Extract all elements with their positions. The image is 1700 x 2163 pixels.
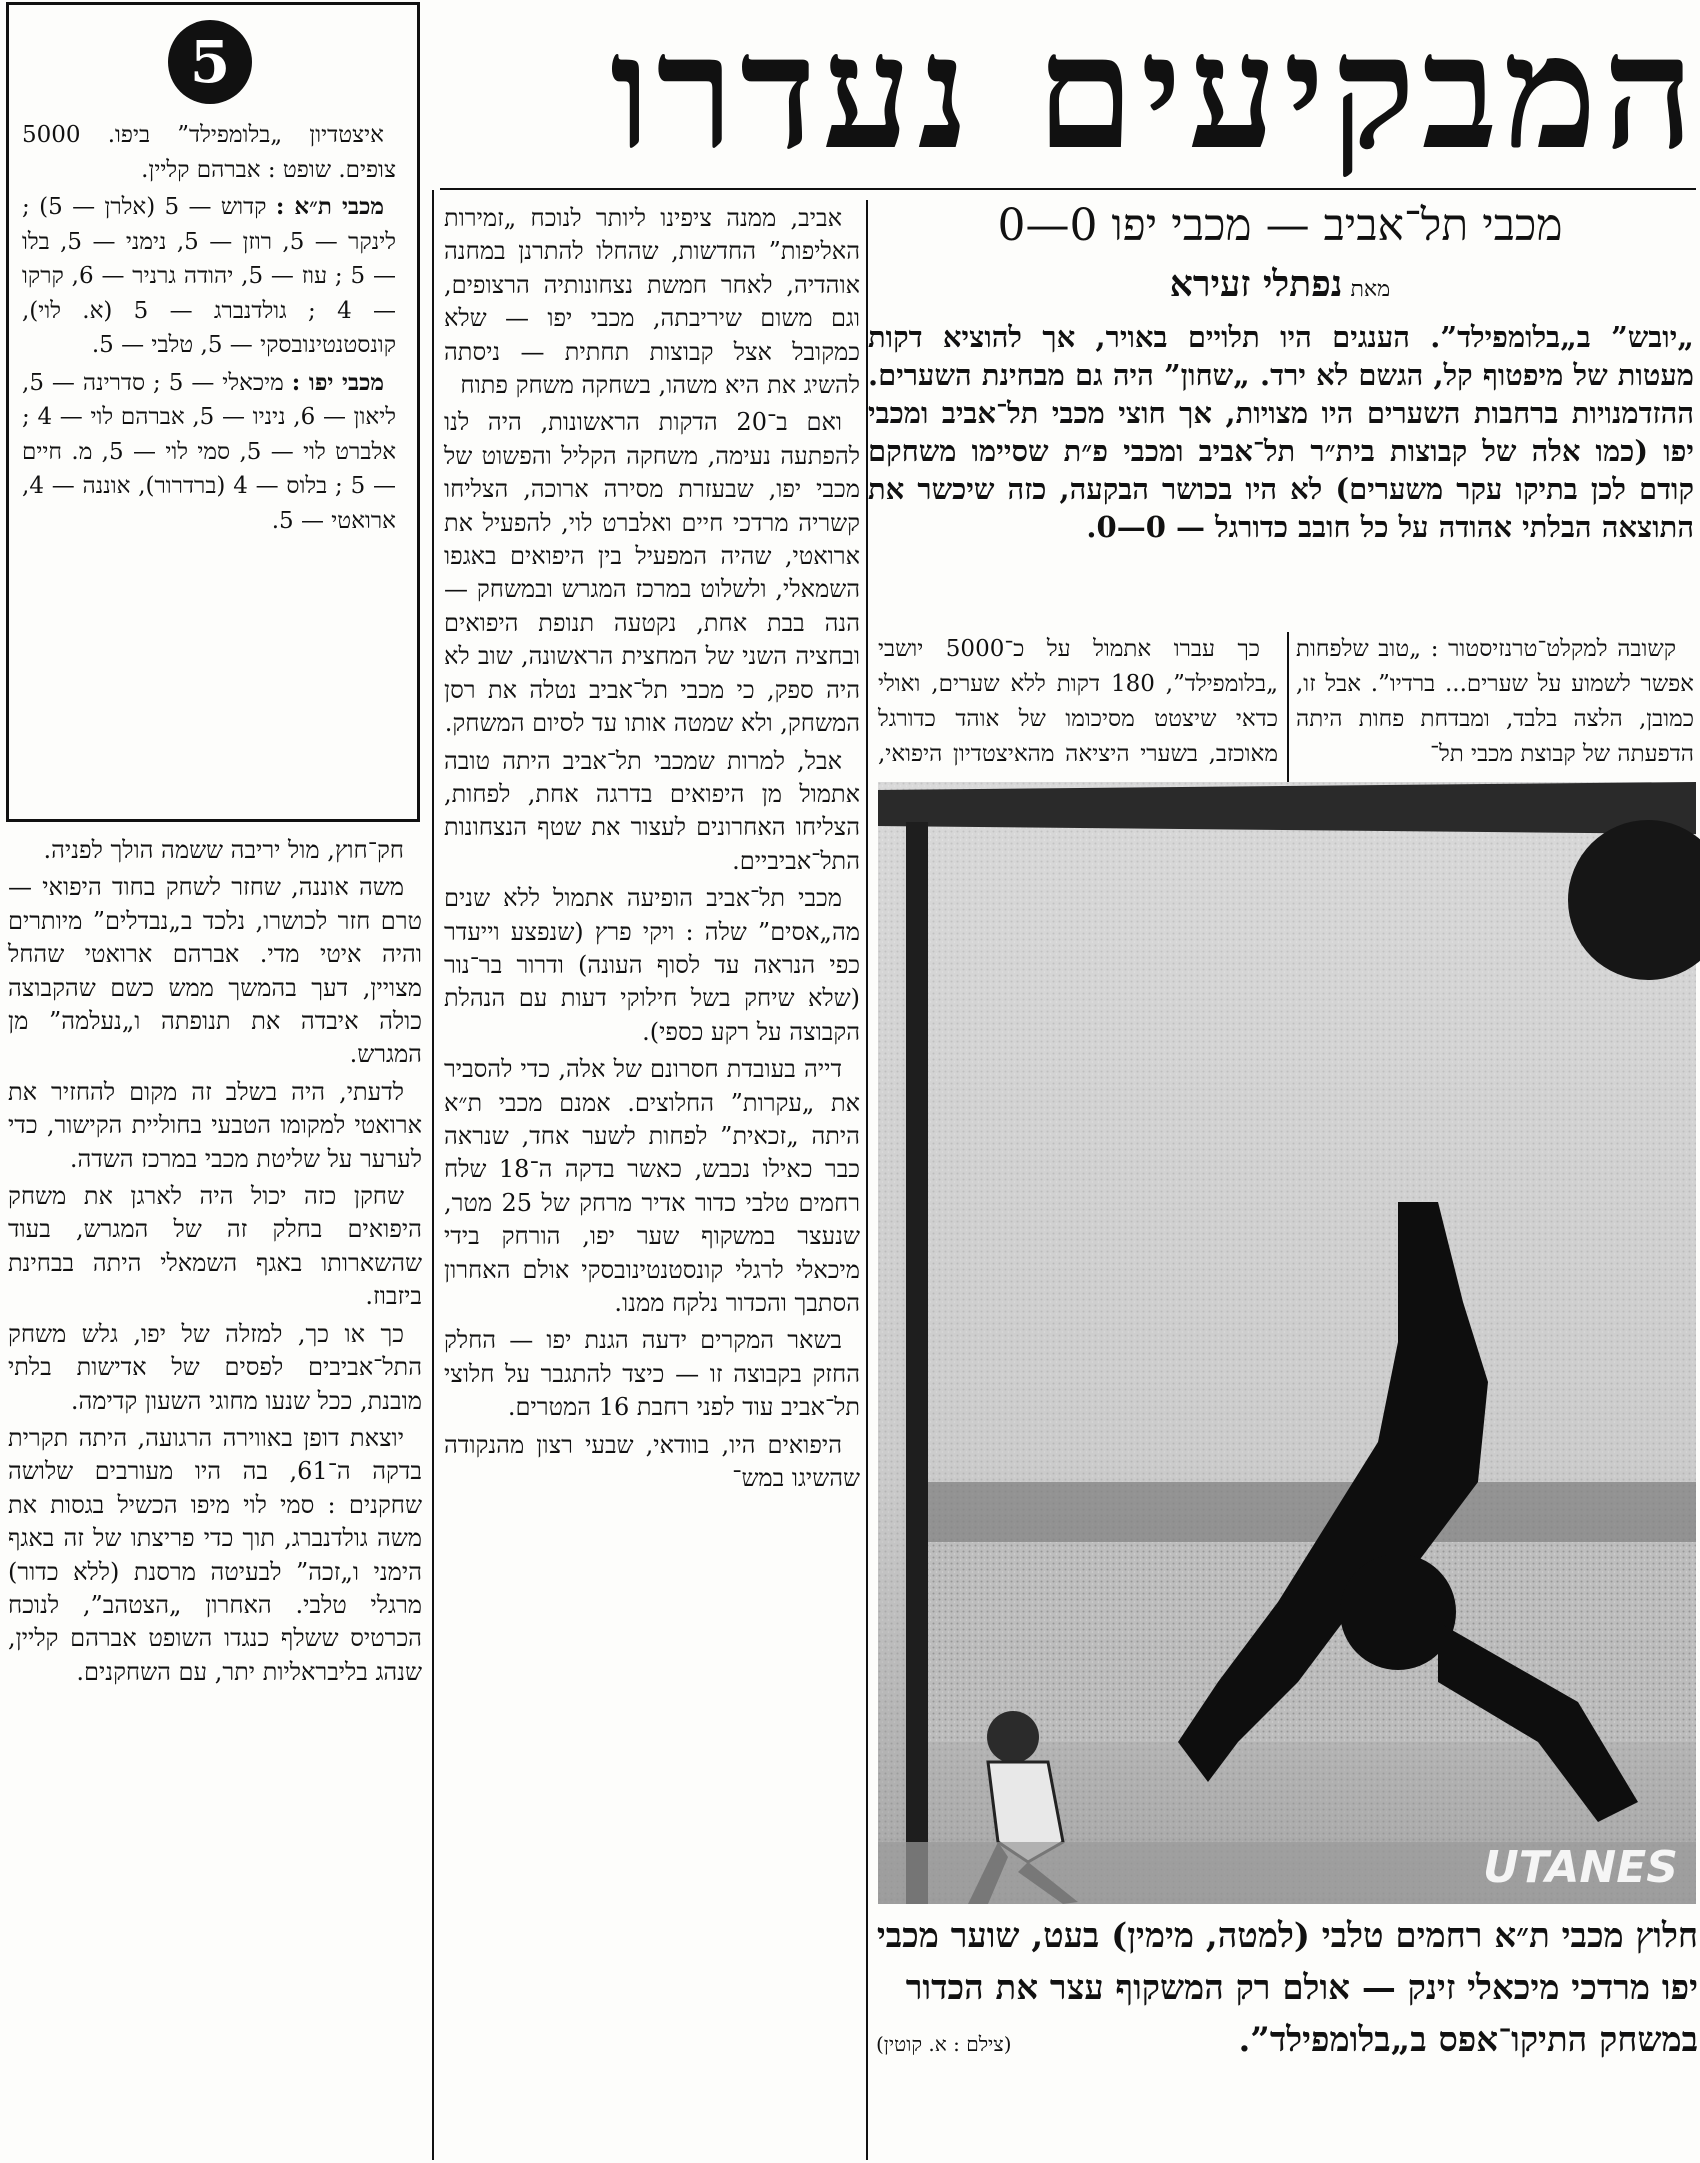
article-column-b bbox=[8, 834, 422, 2160]
match-photo bbox=[878, 782, 1696, 1904]
rating-number-badge: 5 bbox=[168, 20, 252, 104]
byline-prefix: מאת bbox=[1350, 277, 1391, 302]
paragraph: אבל, למרות שמכבי תל־אביב היתה טובה אתמול מן היפואים בדרגה אחת, לפחות, הצליחו האחרונים לעצור את שטף הנצחונות התל־אביביים. bbox=[444, 746, 860, 875]
lineup-box-body bbox=[22, 118, 396, 808]
lead-text: „יובש” ב„בלומפילד”. הענגים היו תלויים באויר, אך להוציא דקות מעטות של מיפטוף קל, הגשם לא ירד. „שחון” היה גם מבחינת השערים. ההזדמנויות ברחבות השערים היו מצויות, אך חוצי מכבי תל־אביב ומכבי יפו (כמו אלה של קבוצות בית״ר תל־אביב ומכבי פ״ת שסיימו משחקם קודם לכן בתיקו עקר משערים) לא היו בכושר הבקעה, כזה שיכשר את התוצאה הבלתי אהודה על כל חובב כדורגל — 0—0. bbox=[868, 320, 1694, 544]
paragraph: ואם ב־20 הדקות הראשונות, היה לנו להפתעה נעימה, משחקה הקליל והפשוט של מכבי יפו, שבעזרת מסירה ארוכה, הצליחו קשריה מרדכי חיים ואלברט לוי, להפעיל את ארואטי, שהיה המפעיל בין היפואים באגפו השמאלי, ולשלוט במרכז המגרש ובמשחק — הנה בבת אחת, נקטעה תנופת היפואים ובחציה השני של המחצית הראשונה, שוב לא היה ספק, כי מכבי תל־אביב נטלה את רסן המשחק, ולא שמטה אותו עד לסיום המשחק. bbox=[444, 408, 860, 738]
paragraph: בשאר המקרים ידעה הגנת יפו — החלק החזק בקבוצה זו — כיצד להתגבר על חלוצי תל־אביב עוד לפני רחבת 16 המטרים. bbox=[444, 1326, 860, 1422]
column-c-text: קשובה למקלט־טרנזיסטור : „טוב שלפחות אפשר לשמוע על שערים... ברדיו”. אבל זו, כמובן, הלצה בלבד, ומבדחת פחות היתה הדפעתה של קבוצת מכבי תל־ bbox=[1296, 636, 1694, 767]
team1-players: קדוש — 5 (אלרן — 5) ; לינקר — 5, רוזן — 5, נימני — 5, בלו — 5 ; עוז — 5, יהודה גרניר — 6, קרקו — 4 ; גולדנברג — 5 (א. לוי), קונסטנטינובסקי — 5, טלבי — 5. bbox=[22, 194, 397, 358]
headline: המבקיעים נעדרו bbox=[610, 0, 1700, 185]
paragraph: חק־חוץ, מול יריבה ששמה הולך לפניה. bbox=[43, 836, 404, 864]
byline bbox=[870, 258, 1690, 310]
paragraph: יוצאת דופן באווירה הרגועה, היתה תקרית בדקה ה־61, בה היו מעורבים שלושה שחקנים : סמי לוי מיפו הכשיל בגסות את משה גולדנברג, תוך כדי פריצתו של זה באגף הימני ו„זכה” לבעיטה מרסנת (ללא כדור) מרגלי טלבי. האחרון „הצטהב”, לנוכח הכרטיס ששלף כנגדו השופט אברהם קליין, שנהג בליבראליות יתר, עם השחקנים. bbox=[8, 1423, 422, 1686]
team2-lineup bbox=[22, 366, 396, 539]
team1-label: מכבי ת״א : bbox=[275, 193, 384, 220]
team2-label: מכבי יפו : bbox=[291, 368, 385, 396]
venue-text: איצטדיון „בלומפילד” ביפו. 5000 צופים. שופט : אברהם קליין. bbox=[22, 122, 396, 183]
team2-players: מיכאלי — 5 ; סדרינה — 5, ליאון — 6, ניניו — 5, אברהם לוי — 4 ; אלברט לוי — 5, סמי לוי — 5, מ. חיים — 5 ; בלוס — 4 (ברדרור), אוננה — 4, ארואטי — 5. bbox=[22, 369, 397, 534]
column-d-text: כך עברו אתמול על כ־5000 יושבי „בלומפילד”, 180 דקות ללא שערים, ואולי כדאי שיצטט מסיכומו של אוהד כדורגל מאוכזב, בשערי היציאה מהאיצטדיון היפואי, bbox=[878, 636, 1279, 767]
rule-under-headline bbox=[440, 188, 1696, 190]
paragraph: שחקן כזה יכול היה לארגן את משחק היפואים בחלק זה של המגרש, בעוד שהשארותו באגף השמאלי היתה בבחינת ביזבוז. bbox=[8, 1182, 422, 1311]
paragraph: אביב, ממנה ציפינו ליותר לנוכח „זמירות האליפות” החדשות, שהחלו להתרנן במחנה אוהדיה, לאחר חמשת נצחונותיה הרצופים, וגם משום שיריבתה, מכבי יפו — שלא כמקובל אצל קבוצות תחתית — ניסתה להשיג את היא משהו, בשחקה משחק פתוח bbox=[444, 204, 860, 400]
paragraph: כך או כך, למזלה של יפו, גלש משחק התל־אביבים לפסים של אדישות בלתי מובנת, ככל שנעו מחוגי השעון קדימה. bbox=[8, 1319, 422, 1415]
article-column-d bbox=[878, 632, 1278, 782]
article-column-a bbox=[444, 202, 860, 2160]
photo-caption bbox=[876, 1910, 1698, 2160]
rule-lead-split bbox=[1287, 632, 1289, 782]
paragraph: מכבי תל־אביב הופיעה אתמול ללא שנים מה„אסים” שלה : ויקי פרץ (שנפצע וייעדר כפי הנראה עד לסוף העונה) ודרור בר־נור (שלא שיחק בשל חילוקי דעות עם הנהלת הקבוצה על רקע כספי). bbox=[444, 884, 860, 1046]
caption-text: חלוץ מכבי ת״א רחמים טלבי (למטה, מימין) בעט, שוער מכבי יפו מרדכי מיכאלי זינק — אולם רק המשקוף עצר את הכדור במשחק התיקו־אפס ב„בלומפילד”. bbox=[876, 1916, 1698, 2060]
paragraph: לדעתי, היה בשלב זה מקום להחזיר את ארואטי למקומו הטבעי בחוליית הקישור, כדי לערער על שליטת מכבי במרכז השדה. bbox=[8, 1077, 422, 1173]
byline-name: נפתלי זעירא bbox=[1169, 263, 1343, 305]
photo-credit: (צילם : א. קוטין) bbox=[876, 2032, 1012, 2056]
match-title: מכבי תל־אביב — מכבי יפו 0—0 bbox=[997, 200, 1563, 251]
photo-illustration bbox=[878, 782, 1696, 1904]
paragraph: היפואים היו, בוודאי, שבעי רצון מהנקודה שהשיגו במש־ bbox=[444, 1430, 860, 1493]
rule-box-right bbox=[432, 190, 434, 2160]
article-column-c bbox=[1296, 632, 1694, 782]
team1-lineup bbox=[22, 190, 396, 363]
ad-board-text: UTANES bbox=[1483, 1842, 1678, 1893]
lead-paragraph bbox=[868, 318, 1694, 630]
goalpost bbox=[906, 822, 928, 1904]
paragraph: דייה בעובדת חסרונם של אלה, כדי להסביר את „עקרות” החלוצים. אמנם מכבי ת״א היתה „זכאית” לפחות לשער אחד, שנראה כבר כאילו נכבש, כאשר בדקה ה־18 שלח רחמים טלבי כדור אדיר מרחק של 25 מטר, שנעצר במשקוף שער יפו, הורחק בידי מיכאלי לרגלי קונסטנטינובסקי אולם האחרון הסתבך והכדור נלקח ממנו. bbox=[444, 1055, 860, 1317]
paragraph: משה אוננה, שחזר לשחק בחוד היפואי — טרם חזר לכושרו, נלכד ב„נבדלים” מיותרים והיה איטי מדי. אברהם ארואטי שהחל מצויין, דעך בהמשך ממש כשם שהקבוצה כולה איבדה את תנופתה ו„נעלמה” מן המגרש. bbox=[8, 873, 422, 1069]
